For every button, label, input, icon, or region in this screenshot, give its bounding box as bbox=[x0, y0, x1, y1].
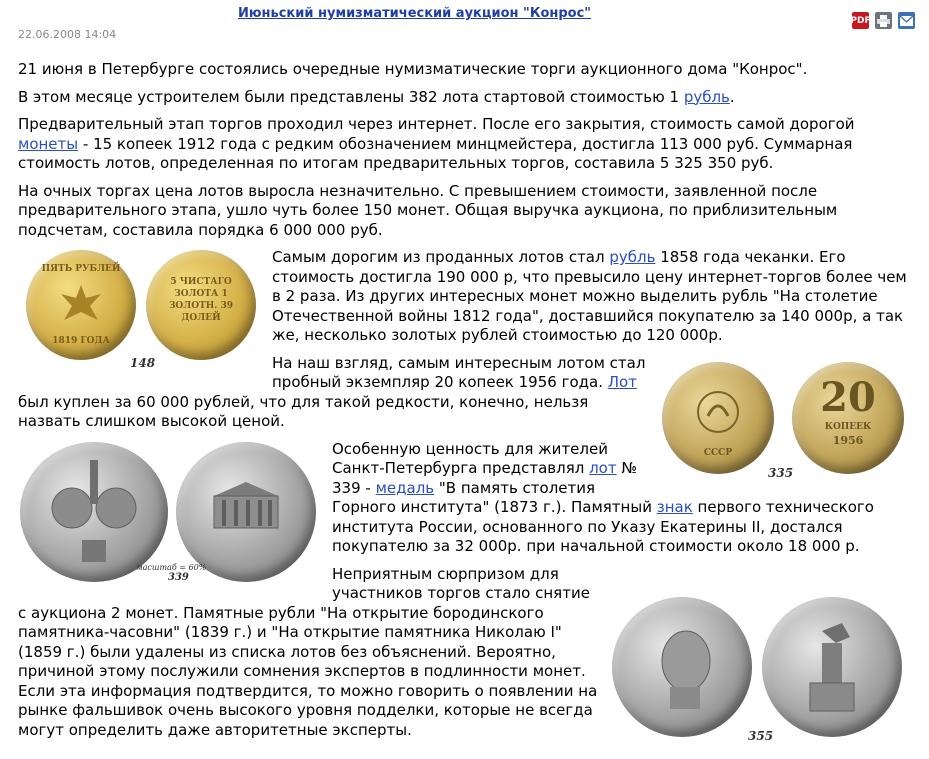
toolbar bbox=[852, 12, 915, 29]
paragraph: 21 июня в Петербурге состоялись очередные нумизматические торги аукционного дома "Конрос". bbox=[18, 60, 808, 78]
gold-coin-obverse: ПЯТЬ РУБЛЕЙ 1819 ГОДА bbox=[26, 250, 136, 360]
rouble-link[interactable]: рубль bbox=[683, 87, 730, 106]
eagle-icon bbox=[56, 280, 106, 330]
pdf-icon[interactable]: PDF bbox=[852, 12, 869, 29]
paragraph: В этом месяце устроителем были представлены 382 лота стартовой стоимостью 1 рубль. bbox=[18, 87, 735, 106]
rouble-reverse bbox=[762, 597, 902, 737]
publish-date: 22.06.2008 14:04 bbox=[18, 28, 117, 41]
lot-number: 355 bbox=[748, 728, 774, 743]
article-title-link[interactable]: Июньский нумизматический аукцион "Конрос" bbox=[238, 6, 592, 21]
printer-icon[interactable] bbox=[875, 12, 892, 29]
paragraph: На наш взгляд, самым интересным лотом стал пробный экземпляр 20 копеек 1956 года. Лот был куплен за 60 000 рублей, что для такой редкости, конечно, нельзя назвать слишком высокой ценой. bbox=[18, 353, 646, 430]
lot-number: 148 bbox=[130, 356, 156, 370]
nicholas-rouble-image bbox=[610, 595, 910, 745]
institute-building-icon bbox=[204, 478, 288, 538]
medal-image bbox=[18, 440, 318, 584]
coins-link[interactable]: монеты bbox=[18, 134, 79, 153]
kopeks-reverse: 20 КОПЕЕК 1956 bbox=[792, 362, 904, 474]
kopeks-20-image bbox=[660, 360, 910, 480]
portrait-icon bbox=[642, 621, 722, 713]
rouble-obverse bbox=[612, 597, 752, 737]
lot-link[interactable]: лот bbox=[589, 459, 617, 477]
lot-number: 335 bbox=[768, 465, 794, 480]
medal-link[interactable]: медаль bbox=[375, 478, 435, 497]
article-body bbox=[18, 60, 916, 749]
paragraph: На очных торгах цена лотов выросла незначительно. С превышением стоимости, заявленной после предварительного этапа, ушло чуть более 150 монет. Общая выручка аукциона, по приблизительным подсчетам, составила порядка 6 000 000 руб. bbox=[18, 181, 838, 239]
gold-coin-reverse: 5 ЧИСТАГО ЗОЛОТА 1 ЗОЛОТН. 39 ДОЛЕЙ bbox=[146, 250, 256, 360]
lot-number: 339 bbox=[168, 571, 189, 583]
kopeks-obverse: СССР bbox=[662, 362, 774, 474]
paragraph: Самым дорогим из проданных лотов стал рубль 1858 года чеканки. Его стоимость достигла 190 000 р, что превысило цену интернет-торгов более чем в 2 раза. Из других интересных монет можно выделить рубль "На столетие Отечественной войны 1812 года", доставшийся покупателю за 140 000р, а так же, несколько золотых рублей стоимостью до 120 000р. bbox=[272, 248, 907, 344]
paragraph: Особенную ценность для жителей Санкт-Петербурга представлял лот № 339 - медаль "В память столетия Горного института" (1873 г.). Памятный знак первого технического института России, основанного по Указу Екатерины II, достался покупателю за 32 000р. при начальной стоимости около 18 000 р. bbox=[332, 439, 874, 555]
paragraph: Неприятным сюрпризом для участников торгов стало снятие с аукциона 2 монет. Памятные рубли "На открытие бородинского памятника-часовни" (1839 г.) и "На открытие памятника Николаю I" (1859 г.) были удалены из списка лотов без объяснений. Вероятно, причиной этому послужили сомнения экспертов в подлинности монет. Если эта информация подтвердится, то можно говорить о появлении на рынке фальшивок очень высокого уровня подделки, которые не всегда могут определить даже авторитетные эксперты. bbox=[18, 564, 598, 739]
header bbox=[0, 6, 929, 26]
scale-label: масштаб = 60% bbox=[136, 562, 207, 572]
badge-link[interactable]: знак bbox=[656, 498, 693, 516]
lot-link[interactable]: Лот bbox=[607, 373, 637, 391]
gold-rouble-image bbox=[18, 248, 258, 370]
paragraph: Предварительный этап торгов проходил через интернет. После его закрытия, стоимость самой дорогой монеты - 15 копеек 1912 года с редким обозначением минцмейстера, достигла 113 000 руб. Суммарная стоимость лотов, определенная по итогам предварительных торгов, составила 5 325 350 руб. bbox=[18, 115, 855, 172]
emblem-icon bbox=[692, 386, 744, 438]
medal-portraits-icon bbox=[40, 456, 148, 568]
mail-icon[interactable] bbox=[898, 12, 915, 29]
rouble-link[interactable]: рубль bbox=[609, 248, 656, 266]
monument-icon bbox=[792, 613, 872, 723]
